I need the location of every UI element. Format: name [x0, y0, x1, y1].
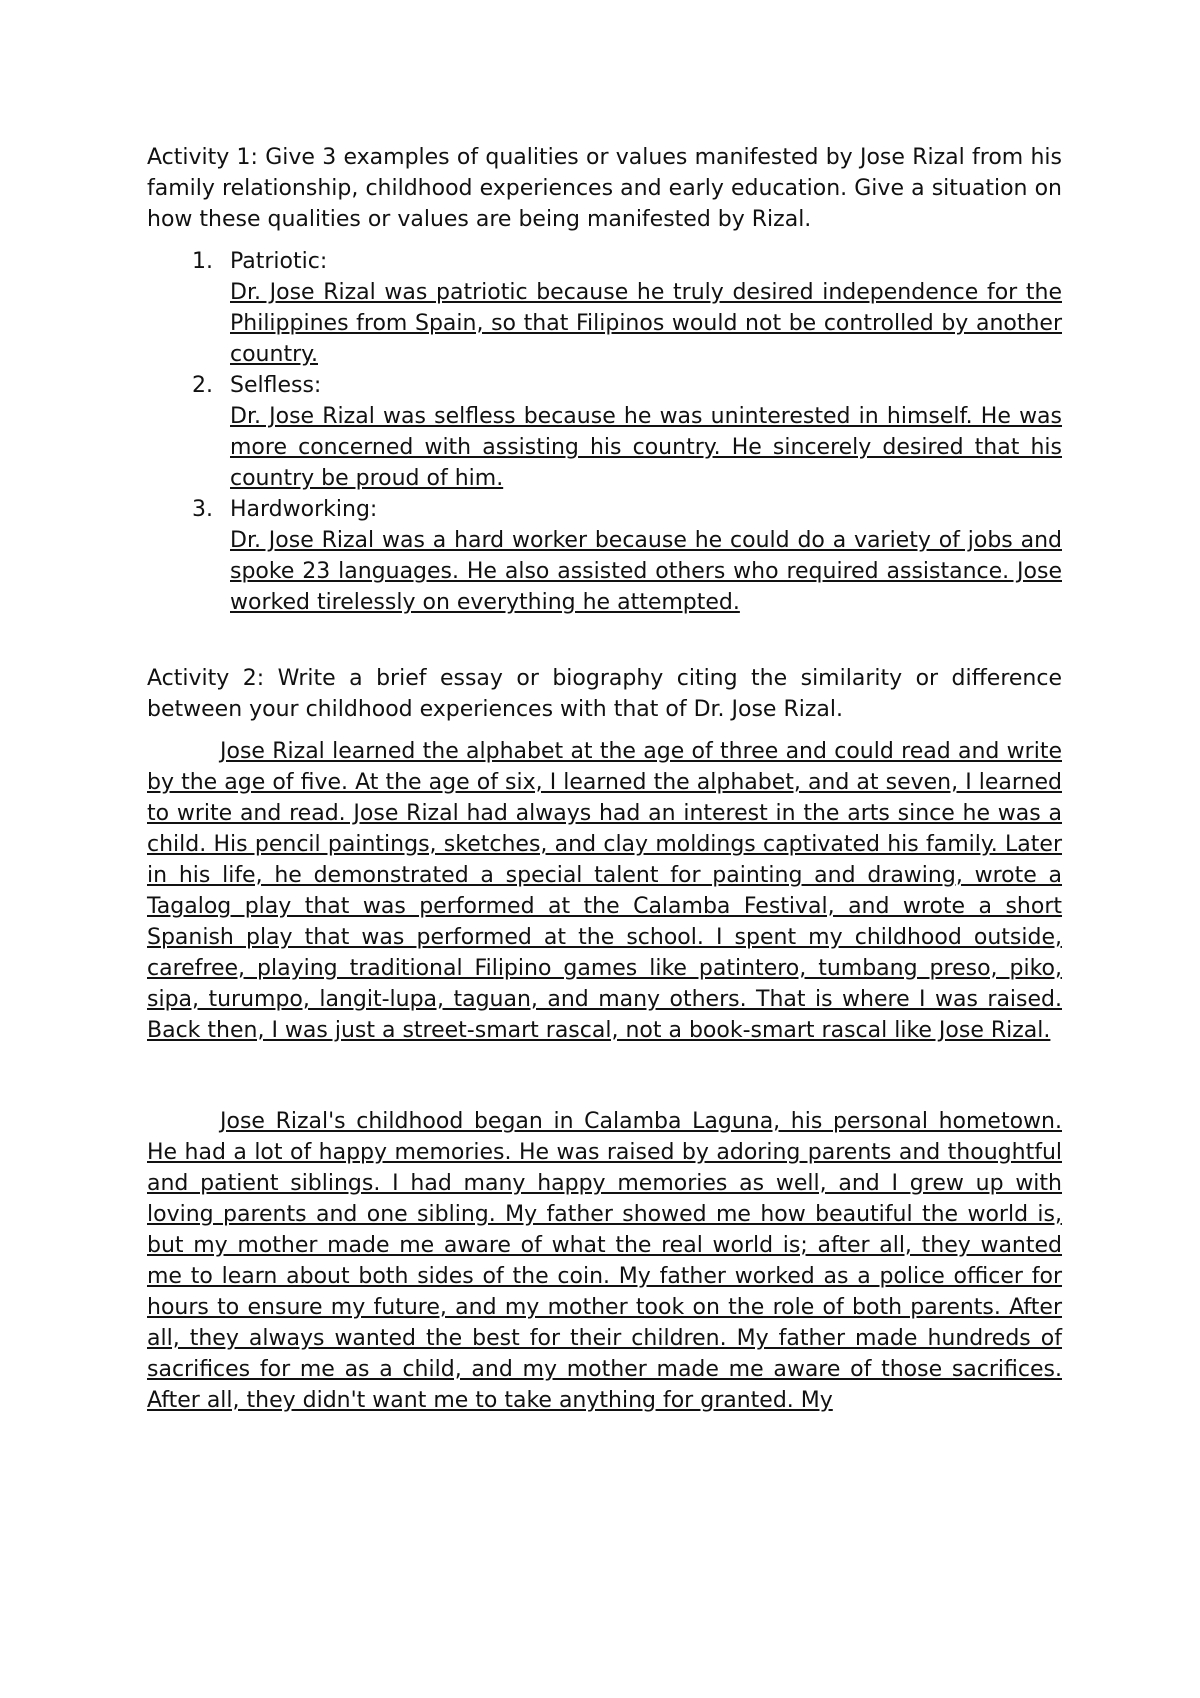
essay-paragraph: Jose Rizal's childhood began in Calamba Laguna, his personal hometown. He had a lot of happy memories. He was raised by adoring parents and thoughtful and patient siblings. I had many happy memories as well, and I grew up with loving parents and one sibling. My father showed me how beautiful the world is, but my mother made me aware of what the real world is; after all, they wanted me to learn about both sides of the coin. My father worked as a police officer for hours to ensure my future, and my mother took on the role of both parents. After all, they always wanted the best for their children. My father made hundreds of sacrifices for me as a child, and my mother made me aware of those sacrifices. After all, they didn't want me to take anything for granted. My [147, 1109, 1062, 1413]
activity2-prompt: Activity 2: Write a brief essay or biography citing the similarity or difference between your childhood experiences with that of Dr. Jose Rizal. [147, 666, 1062, 722]
value-title: 2. Selfless: [230, 373, 322, 398]
list-item [220, 370, 1062, 494]
document-body [147, 142, 1062, 1416]
spacer [147, 725, 1062, 736]
value-title: 1. Patriotic: [230, 249, 328, 274]
value-answer: Dr. Jose Rizal was a hard worker because he could do a variety of jobs and spoke 23 languages. He also assisted others who required assistance. Jose worked tirelessly on everything he attempted. [230, 528, 1062, 615]
activity1-prompt: Activity 1: Give 3 examples of qualities or values manifested by Jose Rizal from his family relationship, childhood experiences and early education. Give a situation on how these qualities or values are being manifested by Rizal. [147, 145, 1062, 232]
value-title: 3. Hardworking: [230, 497, 378, 522]
spacer [147, 1046, 1062, 1106]
spacer [147, 235, 1062, 246]
value-answer: Dr. Jose Rizal was patriotic because he truly desired independence for the Philippines from Spain, so that Filipinos would not be controlled by another country. [230, 280, 1062, 367]
value-answer: Dr. Jose Rizal was selfless because he was uninterested in himself. He was more concerned with assisting his country. He sincerely desired that his country be proud of him. [230, 404, 1062, 491]
list-item [220, 494, 1062, 618]
spacer [147, 618, 1062, 663]
list-item [220, 246, 1062, 370]
values-list [147, 246, 1062, 618]
essay-paragraph: Jose Rizal learned the alphabet at the age of three and could read and write by the age of five. At the age of six, I learned the alphabet, and at seven, I learned to write and read. Jose Rizal had always had an interest in the arts since he was a child. His pencil paintings, sketches, and clay moldings captivated his family. Later in his life, he demonstrated a special talent for painting and drawing, wrote a Tagalog play that was performed at the Calamba Festival, and wrote a short Spanish play that was performed at the school. I spent my childhood outside, carefree, playing traditional Filipino games like patintero, tumbang preso, piko, sipa, turumpo, langit-lupa, taguan, and many others. That is where I was raised. Back then, I was just a street-smart rascal, not a book-smart rascal like Jose Rizal. [147, 739, 1062, 1043]
